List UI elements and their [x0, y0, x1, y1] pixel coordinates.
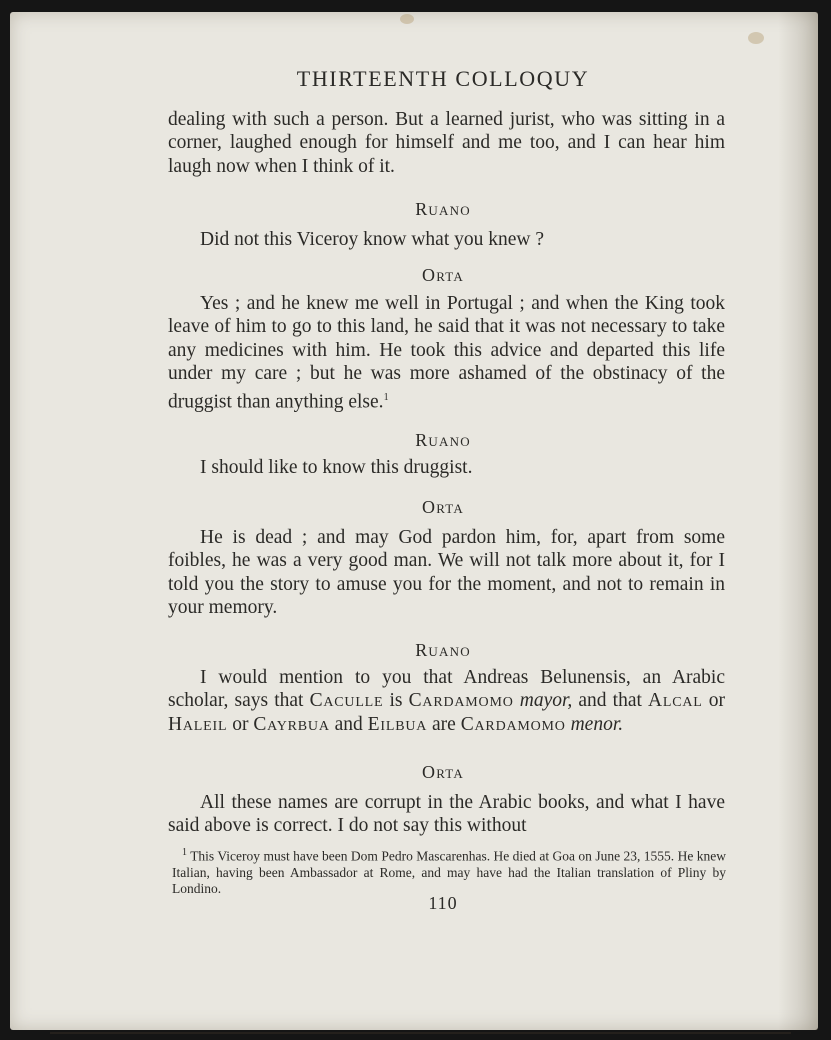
speaker-label-ruano: Ruano [415, 430, 471, 450]
speaker-label-ruano: Ruano [415, 640, 471, 660]
term-eilbua: Eilbua [367, 713, 428, 735]
footnote [172, 845, 726, 897]
paragraph-ruano-arabic [168, 666, 725, 736]
text-run: and that [572, 690, 649, 712]
page-bottom-edge [50, 1032, 791, 1034]
speaker-label-ruano: Ruano [415, 199, 471, 219]
term-mayor: mayor, [519, 690, 573, 712]
running-head: THIRTEENTH COLLOQUY [296, 66, 590, 91]
text-run: is [383, 690, 409, 712]
paragraph-ruano-question: Did not this Viceroy know what you knew ? [200, 229, 545, 250]
term-cayrbua: Cayrbua [253, 713, 330, 735]
paragraph-continuation: dealing with such a person. But a learned jurist, who was sitting in a corner, laughed enough for himself and me too, and I can hear him laugh now when I think of it. [168, 109, 725, 177]
text-run: are [427, 713, 461, 735]
speaker-label-orta: Orta [422, 762, 464, 782]
speaker-label-orta: Orta [422, 265, 464, 285]
paragraph-orta-names: All these names are corrupt in the Arabic books, and what I have said above is correct. I do not say this without [168, 792, 725, 837]
footnote-marker: 1 [182, 847, 187, 858]
paper-stain [400, 14, 414, 24]
term-haleil: Haleil [168, 713, 228, 735]
text-run: or [227, 713, 254, 735]
speaker-label-orta: Orta [422, 497, 464, 517]
term-menor: menor. [570, 713, 624, 735]
term-caculle: Caculle [309, 690, 384, 712]
paper-stain [748, 32, 764, 44]
paragraph-text: Yes ; and he knew me well in Portugal ; and when the King took leave of him to go to this land, he said that it was not necessary to take any medicines with him. He took this advice and departed this life under my care ; but he was more ashamed of the obstinacy of the druggist than anything else. [168, 293, 725, 413]
text-run: I would mention to you that Andreas Belunensis, an Arabic scholar, says that [168, 667, 725, 712]
term-alcal: Alcal [648, 690, 703, 712]
term-cardamomo: Cardamomo [460, 713, 566, 735]
page-number: 110 [428, 893, 458, 913]
text-run: and [329, 713, 368, 735]
footnote-text: This Viceroy must have been Dom Pedro Mascarenhas. He died at Goa on June 23, 1555. He knew Italian, having been Ambassador at Rome, and may have had the Italian translation of Pliny by Londino. [172, 848, 726, 896]
paragraph-orta-dead: He is dead ; and may God pardon him, for, apart from some foibles, he was a very good man. We will not talk more about it, for I told you the story to amuse you for the moment, and not to remain in your memory. [168, 527, 725, 619]
term-cardamomo: Cardamomo [408, 690, 514, 712]
paragraph-orta-viceroy [168, 292, 725, 414]
text-run: or [702, 690, 726, 712]
footnote-reference: 1 [383, 391, 389, 403]
spine-shadow [778, 12, 818, 1030]
paragraph-ruano-druggist: I should like to know this druggist. [200, 457, 473, 478]
